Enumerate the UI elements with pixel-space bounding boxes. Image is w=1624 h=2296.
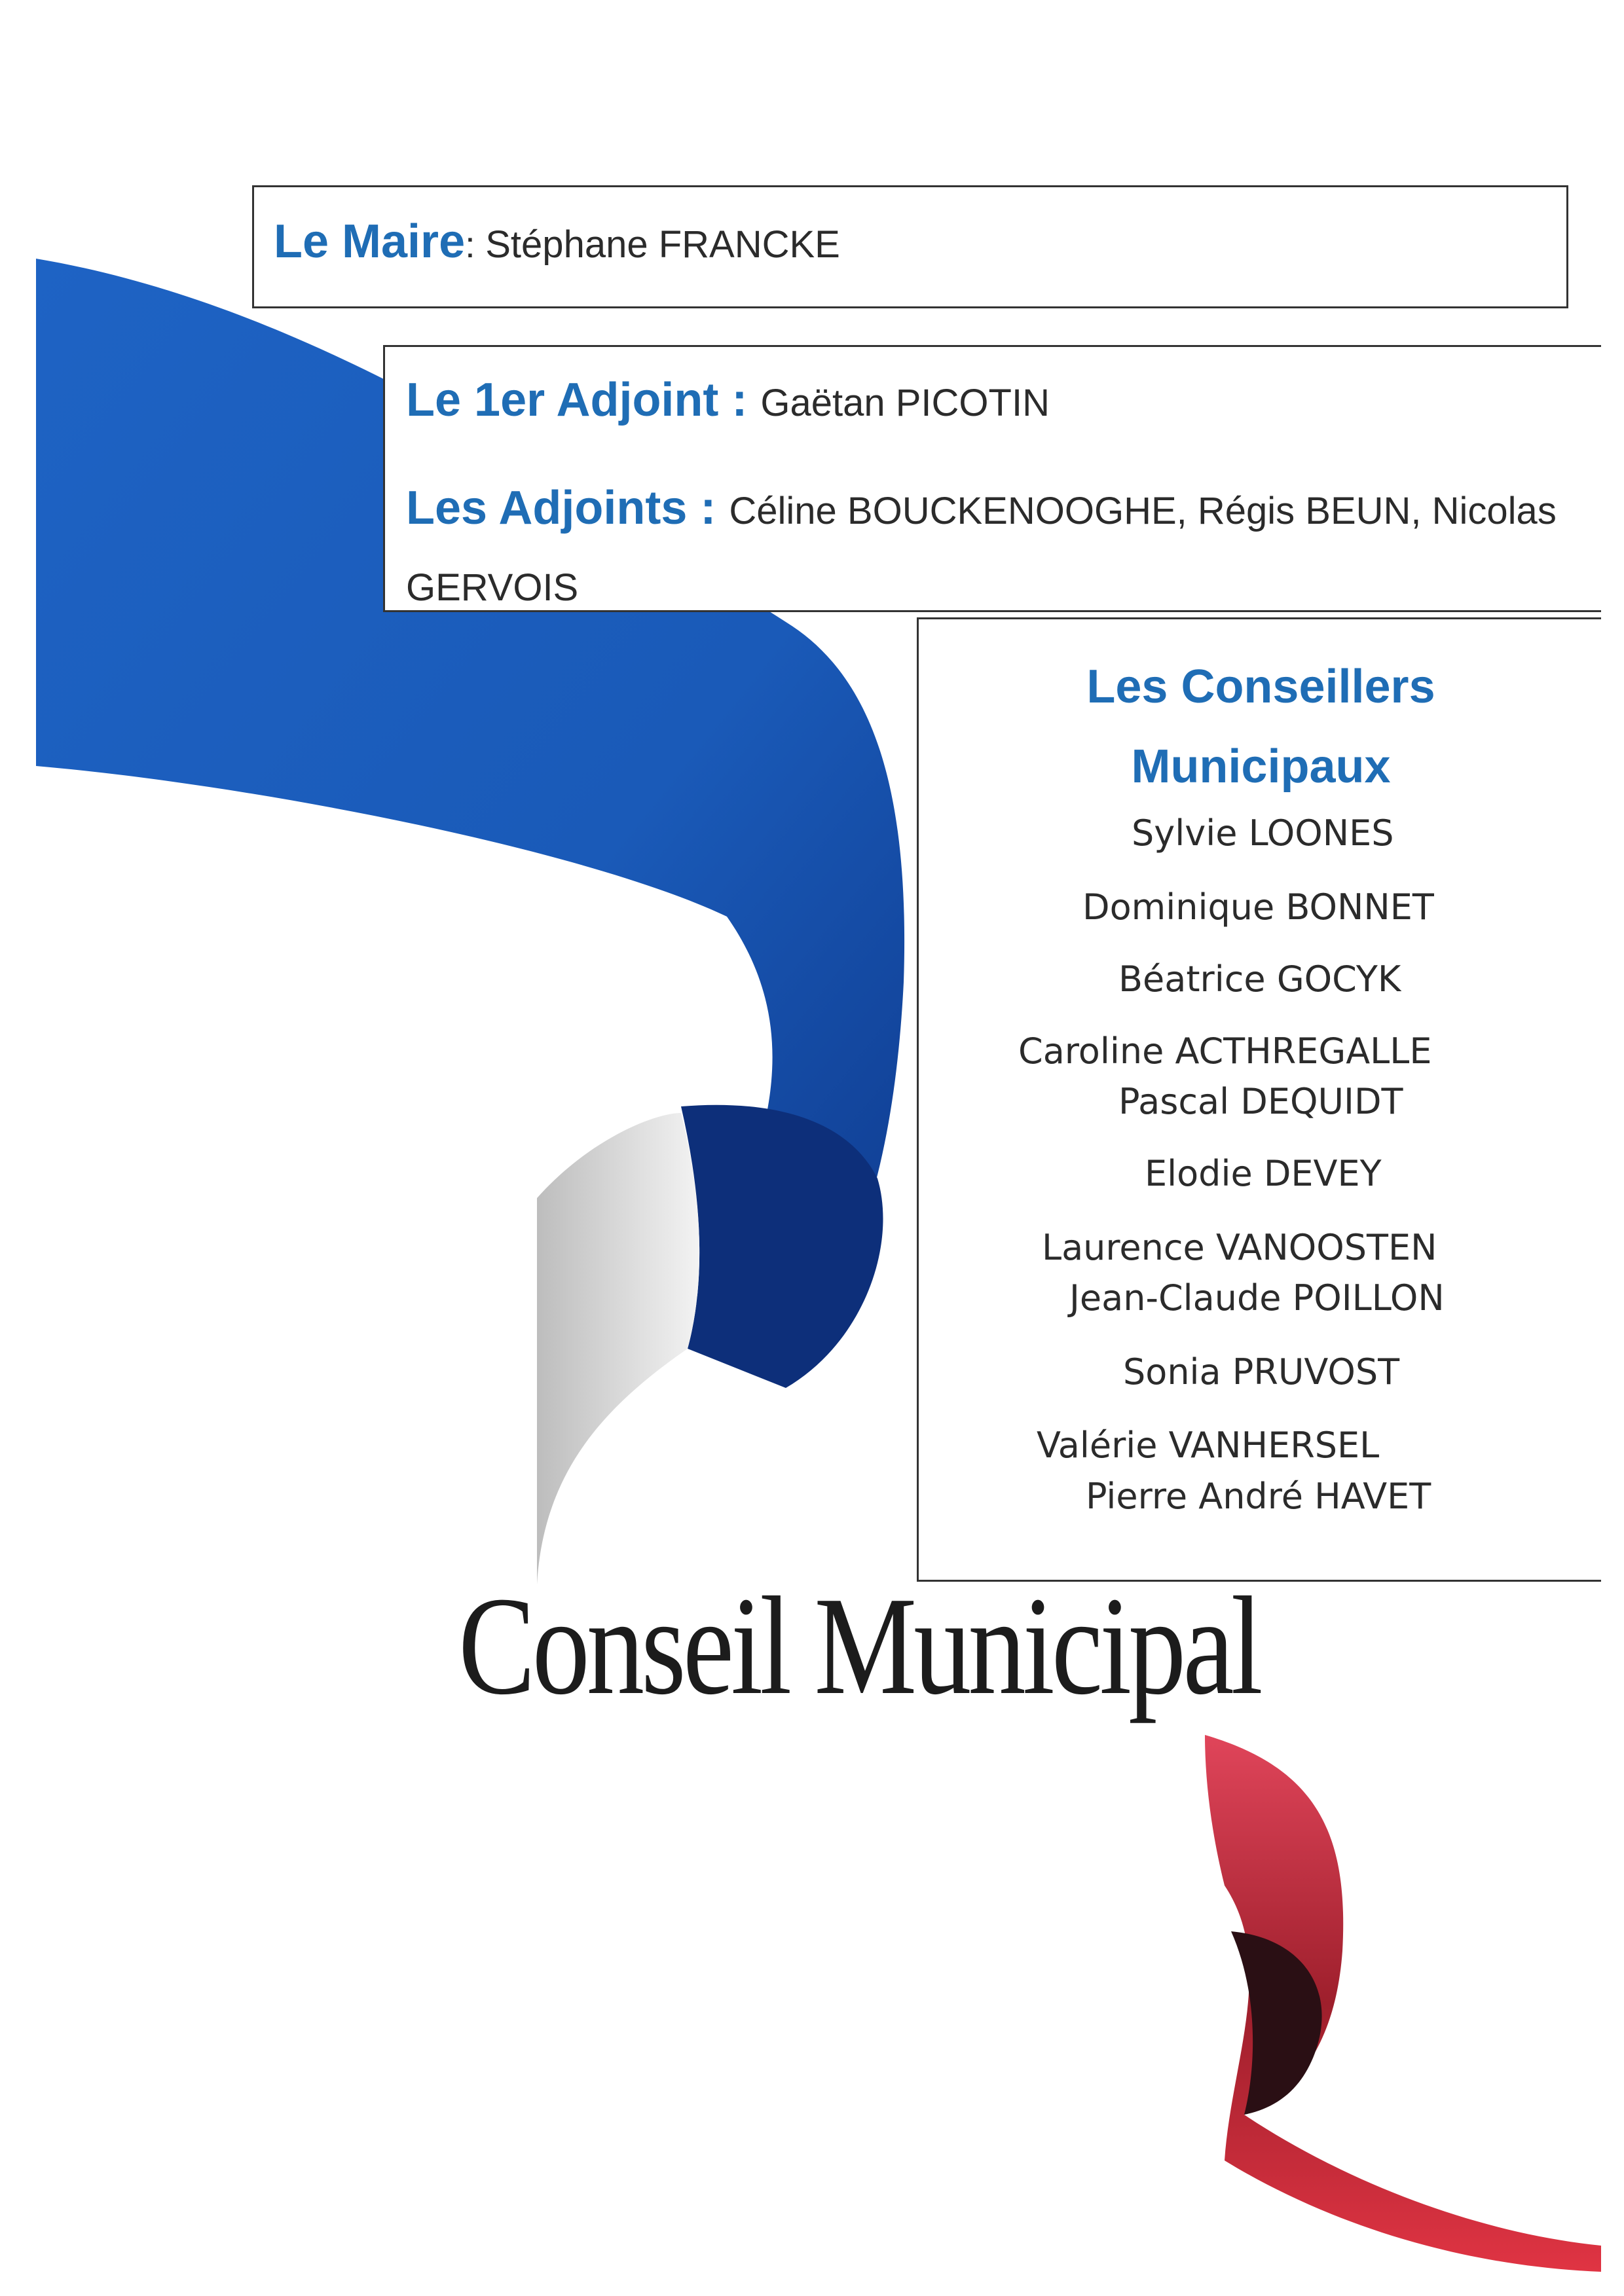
adjoints-box	[383, 345, 1601, 612]
member-sylvie-loones: Sylvie LOONES	[1132, 812, 1394, 854]
member-valerie-vanhersel: Valérie VANHERSEL	[1037, 1425, 1380, 1466]
ribbon-blue-fold	[681, 1105, 883, 1388]
member-pierre-andre-havet: Pierre André HAVET	[1086, 1476, 1431, 1517]
member-jean-claude-poillon: Jean-Claude POILLON	[1069, 1277, 1445, 1319]
member-sonia-pruvost: Sonia PRUVOST	[1123, 1351, 1400, 1393]
member-caroline-acthregalle: Caroline ACTHREGALLE	[1018, 1030, 1432, 1072]
member-pascal-dequidt: Pascal DEQUIDT	[1118, 1081, 1403, 1122]
maire-label: Le Maire	[274, 215, 466, 268]
premier-adjoint-line	[406, 373, 1050, 427]
adjoints-label: Les Adjoints :	[406, 482, 729, 534]
maire-name: Stéphane FRANCKE	[485, 223, 840, 266]
adjoints-line	[406, 471, 1572, 625]
premier-adjoint-label: Le 1er Adjoint :	[406, 374, 761, 426]
member-laurence-vanoosten: Laurence VANOOSTEN	[1042, 1227, 1437, 1268]
conseillers-title: Les Conseillers Municipaux	[1086, 661, 1435, 793]
maire-box	[252, 185, 1568, 308]
premier-adjoint-name: Gaëtan PICOTIN	[760, 382, 1050, 424]
conseillers-box	[917, 617, 1601, 1582]
member-beatrice-gocyk: Béatrice GOCYK	[1118, 958, 1401, 1000]
member-elodie-devey: Elodie DEVEY	[1145, 1153, 1382, 1194]
maire-separator: :	[465, 224, 486, 265]
ribbon-white-band	[537, 1113, 699, 1584]
member-dominique-bonnet: Dominique BONNET	[1082, 886, 1434, 928]
adjoints-names: Céline BOUCKENOOGHE, Régis BEUN, Nicolas GERVOIS	[406, 490, 1557, 609]
conseil-municipal-title: Conseil Municipal	[458, 1567, 1260, 1724]
maire-line	[274, 215, 840, 268]
